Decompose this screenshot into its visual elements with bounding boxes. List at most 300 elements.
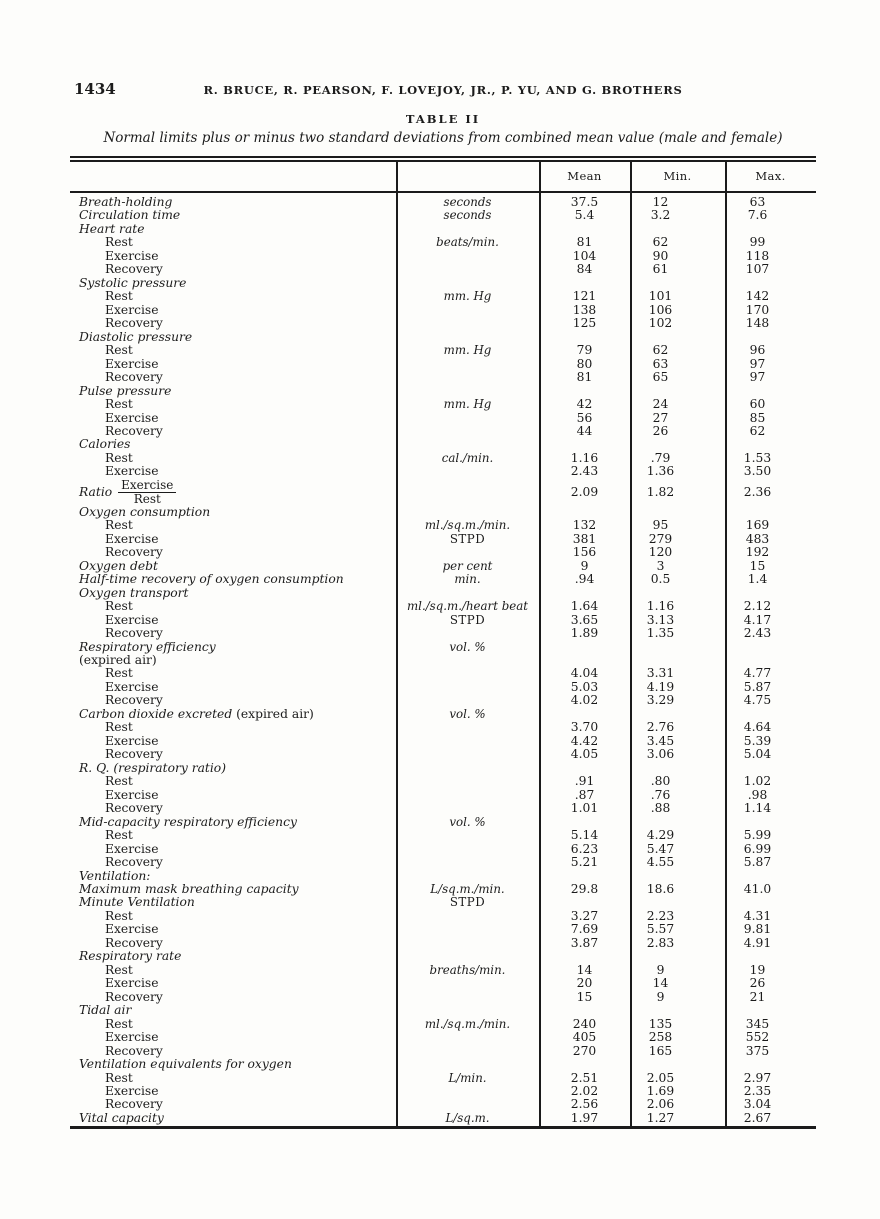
row-label-text: Half-time recovery of oxygen consumption xyxy=(79,572,344,587)
row-label xyxy=(70,223,396,236)
mean-value: 156 xyxy=(572,545,597,560)
max-value xyxy=(725,870,816,883)
mean-value: 2.02 xyxy=(570,1084,599,1098)
min-value xyxy=(630,708,725,721)
row-label-text: Respiratory efficiency xyxy=(79,639,216,654)
table-row xyxy=(70,1031,816,1044)
unit-cell xyxy=(396,250,539,263)
mean-value: 121 xyxy=(572,289,597,304)
row-label xyxy=(70,573,396,586)
max-value: 97 xyxy=(749,370,766,385)
table-row xyxy=(70,681,816,694)
table-row xyxy=(70,358,816,371)
row-label xyxy=(70,937,396,950)
unit-cell xyxy=(396,412,539,425)
row-label-text: Recovery xyxy=(105,935,163,950)
max-value: 4.75 xyxy=(743,693,772,708)
unit-cell: seconds xyxy=(443,195,492,209)
max-value: 1.53 xyxy=(743,450,772,465)
min-value: 1.35 xyxy=(646,626,675,641)
row-label-text: Recovery xyxy=(105,855,163,870)
table-row xyxy=(70,519,816,532)
row-label-text: Mid-capacity respiratory efficiency xyxy=(79,814,297,829)
column-header-min: Min. xyxy=(663,169,692,183)
mean-value xyxy=(539,277,630,290)
ratio-fraction xyxy=(118,479,176,506)
min-value: 135 xyxy=(648,1016,673,1031)
unit-cell xyxy=(396,991,539,1004)
mean-value: 1.01 xyxy=(570,801,599,816)
min-value: 1.36 xyxy=(646,464,675,479)
max-value xyxy=(725,654,816,667)
max-value: 170 xyxy=(745,302,770,317)
max-value: 483 xyxy=(745,531,770,546)
max-value: 4.17 xyxy=(743,612,772,627)
min-value: 9 xyxy=(656,989,665,1004)
table-subtitle: Normal limits plus or minus two standard deviations from combined mean value (male and female) xyxy=(103,130,783,146)
min-value xyxy=(630,950,725,963)
mean-value: 29.8 xyxy=(570,881,599,896)
max-value: 21 xyxy=(749,989,766,1004)
table-row xyxy=(70,735,816,748)
row-label-text: Recovery xyxy=(105,1043,163,1058)
mean-value xyxy=(539,587,630,600)
min-value: 27 xyxy=(652,410,669,425)
min-value xyxy=(630,506,725,519)
mean-value: .91 xyxy=(574,774,595,789)
max-value: 107 xyxy=(745,262,770,277)
table-row xyxy=(70,937,816,950)
row-label-text: Recovery xyxy=(105,545,163,560)
row-label xyxy=(70,196,396,209)
row-label-text: Exercise xyxy=(105,612,159,627)
table-row xyxy=(70,452,816,465)
unit-cell: STPD xyxy=(449,612,486,627)
max-value xyxy=(725,1058,816,1071)
row-label-text: Exercise xyxy=(105,464,159,479)
max-value: 345 xyxy=(745,1016,770,1031)
table-row xyxy=(70,331,816,344)
table-row xyxy=(70,1004,816,1017)
unit-cell xyxy=(396,654,539,667)
min-value: .88 xyxy=(650,801,671,816)
mean-value: 44 xyxy=(576,423,593,438)
row-label xyxy=(70,721,396,734)
row-label xyxy=(70,371,396,384)
min-value: 101 xyxy=(648,289,673,304)
row-label-text: Recovery xyxy=(105,693,163,708)
table-row xyxy=(70,506,816,519)
table-row xyxy=(70,1058,816,1071)
row-label-text: Rest xyxy=(105,599,133,614)
min-value: 90 xyxy=(652,248,669,263)
mean-value xyxy=(539,896,630,909)
unit-cell xyxy=(396,1085,539,1098)
max-value: 7.6 xyxy=(747,208,768,223)
row-label xyxy=(70,1018,396,1031)
table-row xyxy=(70,385,816,398)
max-value xyxy=(725,506,816,519)
min-value xyxy=(630,870,725,883)
row-label xyxy=(70,600,396,613)
row-label xyxy=(70,950,396,963)
min-value: 63 xyxy=(652,356,669,371)
unit-cell xyxy=(396,627,539,640)
row-label-text: Diastolic pressure xyxy=(79,329,193,344)
min-value: 2.76 xyxy=(646,720,675,735)
row-label-text: Vital capacity xyxy=(79,1110,164,1125)
min-value: 3.29 xyxy=(646,693,675,708)
unit-cell xyxy=(396,438,539,451)
table-row xyxy=(70,950,816,963)
mean-value: 7.69 xyxy=(570,922,599,937)
min-value xyxy=(630,641,725,654)
max-value: 4.77 xyxy=(743,666,772,681)
row-label-text: Rest xyxy=(105,666,133,681)
author-line: R. BRUCE, R. PEARSON, F. LOVEJOY, JR., P. YU, AND G. BROTHERS xyxy=(203,83,683,97)
unit-cell xyxy=(396,1098,539,1111)
mean-value: 2.09 xyxy=(570,484,599,499)
table-row xyxy=(70,371,816,384)
max-value xyxy=(725,762,816,775)
max-value: 99 xyxy=(749,235,766,250)
table-row xyxy=(70,573,816,586)
row-label-text: Exercise xyxy=(105,302,159,317)
max-value: 192 xyxy=(745,545,770,560)
mean-value: 56 xyxy=(576,410,593,425)
min-value: 5.47 xyxy=(646,841,675,856)
min-value: 2.06 xyxy=(646,1097,675,1112)
page-number: 1434 xyxy=(74,80,116,98)
row-label xyxy=(70,560,396,573)
mean-value xyxy=(539,1004,630,1017)
mean-value: 138 xyxy=(572,302,597,317)
mean-value xyxy=(539,708,630,721)
min-value: 4.19 xyxy=(646,679,675,694)
unit-cell xyxy=(396,263,539,276)
row-label-text: Exercise xyxy=(105,787,159,802)
row-label xyxy=(70,856,396,869)
mean-value: 3.27 xyxy=(570,908,599,923)
unit-cell xyxy=(396,721,539,734)
table-row xyxy=(70,1112,816,1125)
unit-cell: min. xyxy=(454,572,481,587)
unit-cell xyxy=(396,735,539,748)
row-label xyxy=(70,1085,396,1098)
mean-value: 1.64 xyxy=(570,599,599,614)
row-label-text: Recovery xyxy=(105,989,163,1004)
row-label xyxy=(70,883,396,896)
table-row xyxy=(70,1072,816,1085)
table-row xyxy=(70,398,816,411)
table-row xyxy=(70,236,816,249)
table-row xyxy=(70,317,816,330)
max-value: 62 xyxy=(749,423,766,438)
row-label xyxy=(70,385,396,398)
row-label-text: Rest xyxy=(105,397,133,412)
row-label-text: Ventilation equivalents for oxygen xyxy=(79,1057,292,1072)
unit-cell xyxy=(396,923,539,936)
mean-value: 37.5 xyxy=(570,195,599,209)
max-value: 6.99 xyxy=(743,841,772,856)
unit-cell xyxy=(396,748,539,761)
unit-cell xyxy=(396,937,539,950)
min-value: 102 xyxy=(648,316,673,331)
max-value: 4.31 xyxy=(743,908,772,923)
min-value xyxy=(630,331,725,344)
min-value: 14 xyxy=(652,976,669,991)
row-label xyxy=(70,1098,396,1111)
mean-value xyxy=(539,385,630,398)
table-row xyxy=(70,762,816,775)
table-row xyxy=(70,600,816,613)
min-value: 4.29 xyxy=(646,828,675,843)
min-value: 1.69 xyxy=(646,1084,675,1098)
table-row xyxy=(70,694,816,707)
row-label-text: Rest xyxy=(105,720,133,735)
table-row xyxy=(70,1098,816,1111)
unit-cell xyxy=(396,317,539,330)
min-value xyxy=(630,1004,725,1017)
mean-value: 42 xyxy=(576,397,593,412)
row-label xyxy=(70,910,396,923)
row-label xyxy=(70,250,396,263)
row-label-text: Tidal air xyxy=(79,1003,132,1018)
table-top-rule-outer xyxy=(70,156,816,158)
row-label-text: Rest xyxy=(105,450,133,465)
mean-value: 5.4 xyxy=(574,208,595,223)
max-value: 169 xyxy=(745,518,770,533)
row-label xyxy=(70,829,396,842)
unit-cell xyxy=(396,546,539,559)
mean-value: 1.16 xyxy=(570,450,599,465)
mean-value: 132 xyxy=(572,518,597,533)
max-value: 60 xyxy=(749,397,766,412)
row-label xyxy=(70,708,396,721)
table-row xyxy=(70,304,816,317)
row-label-suffix: (expired air) xyxy=(232,706,314,721)
unit-cell xyxy=(396,385,539,398)
max-value: 148 xyxy=(745,316,770,331)
mean-value: 4.42 xyxy=(570,733,599,748)
mean-value: 3.65 xyxy=(570,612,599,627)
table-row xyxy=(70,856,816,869)
unit-cell xyxy=(396,694,539,707)
min-value xyxy=(630,654,725,667)
min-value: 0.5 xyxy=(650,572,671,587)
row-label xyxy=(70,546,396,559)
unit-cell xyxy=(396,506,539,519)
unit-cell xyxy=(396,681,539,694)
row-label-text: Rest xyxy=(105,518,133,533)
max-value: 5.87 xyxy=(743,855,772,870)
max-value: 3.04 xyxy=(743,1097,772,1112)
table-row xyxy=(70,412,816,425)
row-label xyxy=(70,519,396,532)
column-header-mean: Mean xyxy=(567,169,602,183)
unit-cell xyxy=(396,870,539,883)
unit-cell: beats/min. xyxy=(436,235,499,250)
mean-value: 240 xyxy=(572,1016,597,1031)
min-value: .79 xyxy=(650,450,671,465)
max-value xyxy=(725,331,816,344)
min-value: 3.45 xyxy=(646,733,675,748)
row-label xyxy=(70,465,396,478)
row-label xyxy=(70,762,396,775)
row-label-text: Rest xyxy=(105,289,133,304)
row-label xyxy=(70,964,396,977)
row-label-text: Oxygen transport xyxy=(79,585,189,600)
table-row xyxy=(70,533,816,546)
row-label-text: Recovery xyxy=(105,423,163,438)
mean-value: 2.56 xyxy=(570,1097,599,1112)
table-row xyxy=(70,721,816,734)
max-value: 2.36 xyxy=(743,484,772,499)
row-label xyxy=(70,977,396,990)
min-value: 2.05 xyxy=(646,1070,675,1085)
min-value: 3 xyxy=(656,558,665,573)
max-value: 2.35 xyxy=(743,1084,772,1098)
row-label-text: Rest xyxy=(105,962,133,977)
row-label-text: Rest xyxy=(105,1016,133,1031)
row-label-text: Rest xyxy=(105,774,133,789)
table-row xyxy=(70,870,816,883)
row-label xyxy=(70,236,396,249)
table-row xyxy=(70,829,816,842)
mean-value: 4.02 xyxy=(570,693,599,708)
unit-cell xyxy=(396,371,539,384)
unit-cell: vol. % xyxy=(449,639,486,654)
min-value: 4.55 xyxy=(646,855,675,870)
max-value xyxy=(725,641,816,654)
row-label xyxy=(70,425,396,438)
row-label-text: Exercise xyxy=(105,976,159,991)
max-value: .98 xyxy=(747,787,768,802)
unit-cell xyxy=(396,802,539,815)
table-row xyxy=(70,1018,816,1031)
row-label-text: Recovery xyxy=(105,316,163,331)
unit-cell: L/sq.m. xyxy=(445,1110,490,1125)
table-row xyxy=(70,654,816,667)
row-label xyxy=(70,317,396,330)
mean-value: 405 xyxy=(572,1030,597,1045)
table-row xyxy=(70,816,816,829)
unit-cell: ml./sq.m./heart beat xyxy=(407,599,528,614)
mean-value: 5.03 xyxy=(570,679,599,694)
table-top-rule-inner xyxy=(70,160,816,162)
unit-cell xyxy=(396,789,539,802)
max-value: 4.91 xyxy=(743,935,772,950)
row-label-text: (expired air) xyxy=(79,653,157,667)
mean-value: 81 xyxy=(576,235,593,250)
min-value: 1.16 xyxy=(646,599,675,614)
unit-cell xyxy=(396,775,539,788)
row-label-text: Rest xyxy=(105,1070,133,1085)
max-value: 63 xyxy=(749,195,766,209)
max-value xyxy=(725,587,816,600)
row-label-text: Carbon dioxide excreted xyxy=(79,706,233,721)
table-row xyxy=(70,196,816,209)
column-header-max: Max. xyxy=(755,169,786,183)
min-value xyxy=(630,223,725,236)
row-label-text: Exercise xyxy=(105,410,159,425)
mean-value: 6.23 xyxy=(570,841,599,856)
unit-cell xyxy=(396,304,539,317)
table-row xyxy=(70,708,816,721)
mean-value: 3.70 xyxy=(570,720,599,735)
min-value xyxy=(630,277,725,290)
min-value: 3.31 xyxy=(646,666,675,681)
row-label xyxy=(70,614,396,627)
row-label xyxy=(70,358,396,371)
min-value xyxy=(630,1058,725,1071)
min-value: 2.23 xyxy=(646,908,675,923)
unit-cell xyxy=(396,1045,539,1058)
row-label xyxy=(70,1072,396,1085)
max-value: 9.81 xyxy=(743,922,772,937)
unit-cell xyxy=(396,1058,539,1071)
mean-value: 3.87 xyxy=(570,935,599,950)
max-value: 96 xyxy=(749,343,766,358)
row-label xyxy=(70,344,396,357)
mean-value xyxy=(539,506,630,519)
max-value xyxy=(725,816,816,829)
max-value: 1.02 xyxy=(743,774,772,789)
row-label xyxy=(70,304,396,317)
mean-value xyxy=(539,654,630,667)
table-row xyxy=(70,277,816,290)
mean-value: 9 xyxy=(580,558,589,573)
row-label-text: Recovery xyxy=(105,262,163,277)
mean-value: 1.97 xyxy=(570,1110,599,1125)
table-row xyxy=(70,614,816,627)
max-value: 97 xyxy=(749,356,766,371)
mean-value xyxy=(539,762,630,775)
mean-value: 381 xyxy=(572,531,597,546)
max-value: 26 xyxy=(749,976,766,991)
row-label xyxy=(70,506,396,519)
row-label xyxy=(70,1045,396,1058)
row-label xyxy=(70,654,396,667)
row-label-text: Oxygen consumption xyxy=(79,504,211,519)
row-label-text: Calories xyxy=(79,437,131,452)
table-row xyxy=(70,910,816,923)
min-value xyxy=(630,816,725,829)
mean-value: 125 xyxy=(572,316,597,331)
unit-cell xyxy=(396,667,539,680)
mean-value: 80 xyxy=(576,356,593,371)
mean-value xyxy=(539,950,630,963)
unit-cell: L/sq.m./min. xyxy=(430,881,505,896)
row-label-text: R. Q. (respiratory ratio) xyxy=(79,760,227,775)
mean-value: .87 xyxy=(574,787,595,802)
table-row xyxy=(70,479,816,506)
max-value: 118 xyxy=(745,248,770,263)
unit-cell: ml./sq.m./min. xyxy=(424,518,511,533)
row-label-text: Exercise xyxy=(105,1084,159,1098)
max-value: 41.0 xyxy=(743,881,772,896)
row-label xyxy=(70,667,396,680)
unit-cell xyxy=(396,856,539,869)
row-label-text: Exercise xyxy=(105,1030,159,1045)
max-value: 3.50 xyxy=(743,464,772,479)
unit-cell: STPD xyxy=(449,895,486,910)
min-value: 18.6 xyxy=(646,881,675,896)
table-row xyxy=(70,546,816,559)
row-label-text: Respiratory rate xyxy=(79,949,182,964)
mean-value: 2.43 xyxy=(570,464,599,479)
mean-value: 81 xyxy=(576,370,593,385)
